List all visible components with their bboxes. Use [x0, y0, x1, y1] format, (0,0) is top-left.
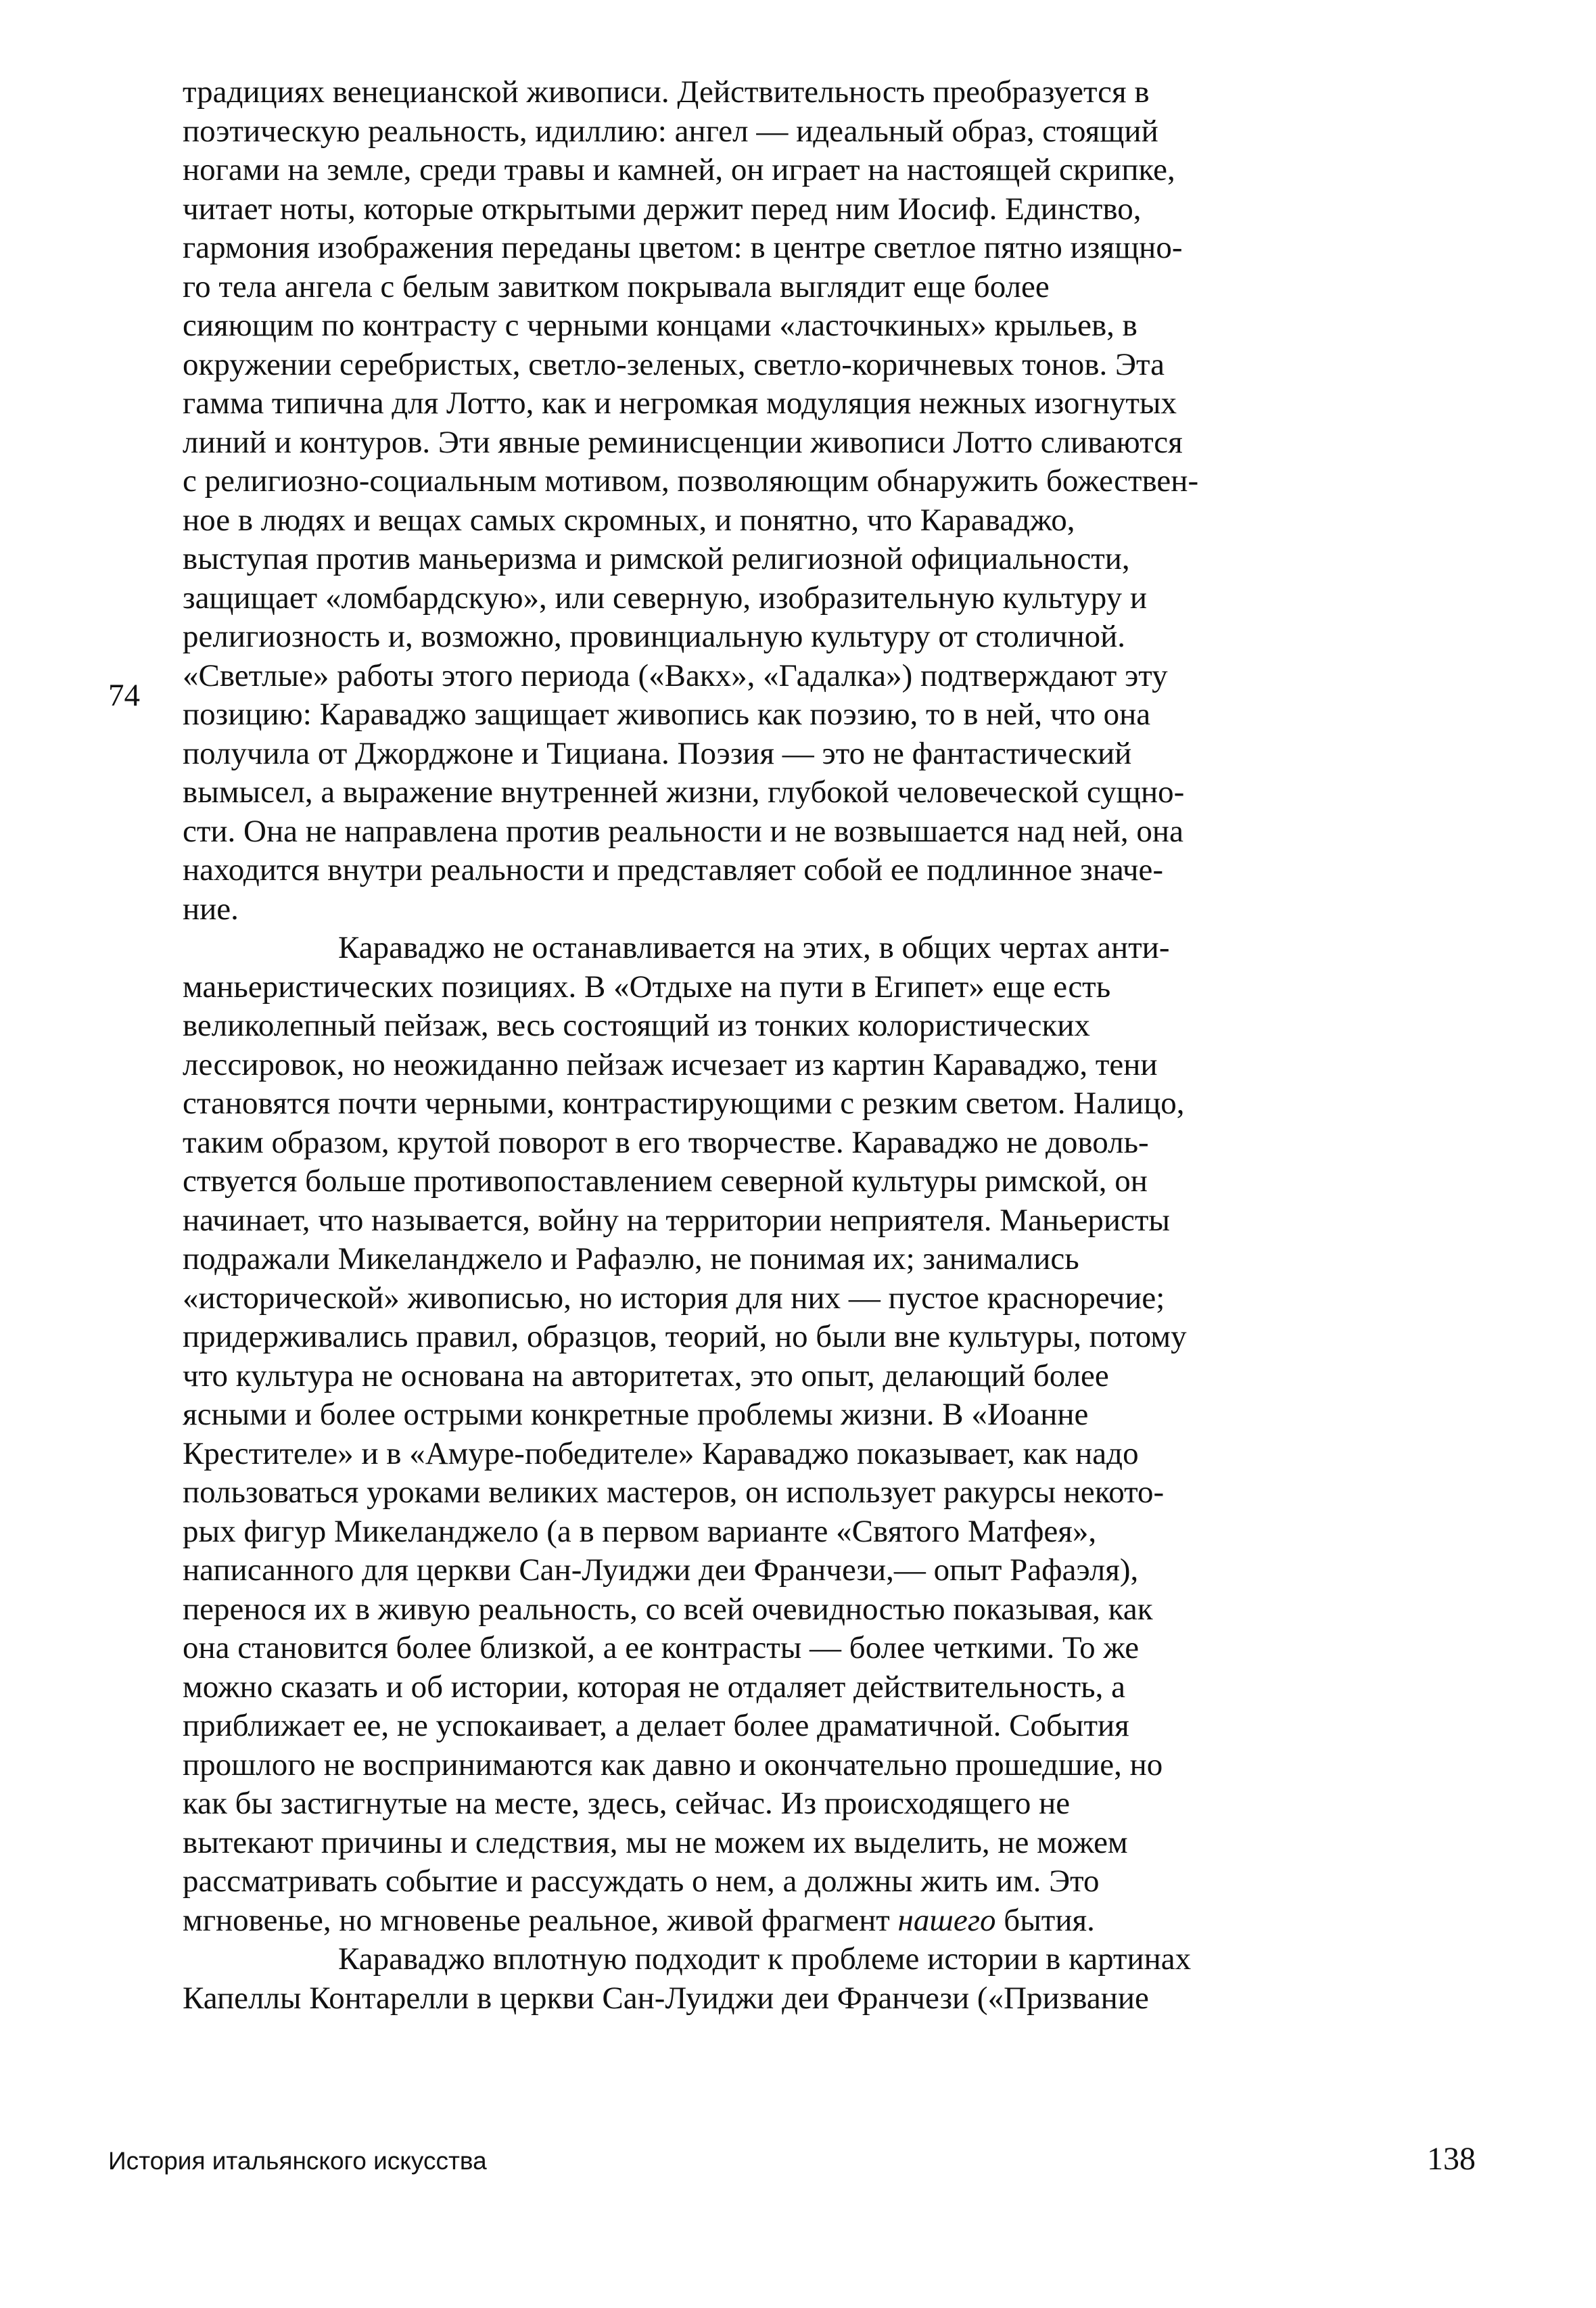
text-line: ное в людях и вещах самых скромных, и понятно, что Караваджо,	[183, 502, 1075, 538]
text-line: можно сказать и об истории, которая не отдаляет действительность, а	[183, 1669, 1125, 1705]
text-line: защищает «ломбардскую», или северную, изобразительную культуру и	[183, 580, 1147, 616]
paragraph-start-line: Караваджо вплотную подходит к проблеме истории в картинах	[338, 1941, 1192, 1977]
text-line: пользоваться уроками великих мастеров, он использует ракурсы некото-	[183, 1475, 1165, 1510]
text-line: поэтическую реальность, идиллию: ангел — идеальный образ, стоящий	[183, 113, 1158, 149]
text-line: таким образом, крутой поворот в его творчестве. Караваджо не доволь-	[183, 1124, 1149, 1160]
text-line: подражали Микеланджело и Рафаэлю, не понимая их; занимались	[183, 1241, 1079, 1276]
text-line: ствуется больше противопоставлением северной культуры римской, он	[183, 1163, 1148, 1199]
text-line: вытекают причины и следствия, мы не можем их выделить, не можем	[183, 1824, 1128, 1860]
text-line: ногами на земле, среди травы и камней, он играет на настоящей скрипке,	[183, 152, 1175, 187]
text-line: гамма типична для Лотто, как и негромкая модуляция нежных изогнутых	[183, 386, 1177, 421]
text-line: она становится более близкой, а ее контрасты — более четкими. То же	[183, 1630, 1140, 1665]
running-footer-title: История итальянского искусства	[108, 2147, 487, 2175]
text-line: ясными и более острыми конкретные проблемы жизни. В «Иоанне	[183, 1397, 1089, 1432]
text-line: великолепный пейзаж, весь состоящий из тонких колористических	[183, 1008, 1090, 1043]
text-line: получила от Джорджоне и Тициана. Поэзия — это не фантастический	[183, 735, 1132, 771]
text-segment: бытия.	[1004, 1902, 1095, 1938]
text-line: позицию: Караваджо защищает живопись как поэзию, то в ней, что она	[183, 697, 1151, 732]
text-line: придерживались правил, образцов, теорий, но были вне культуры, потому	[183, 1319, 1187, 1354]
text-segment: мгновенье, но мгновенье реальное, живой фрагмент	[183, 1902, 890, 1938]
italic-word: нашего	[897, 1902, 996, 1938]
text-line: что культура не основана на авторитетах, это опыт, делающий более	[183, 1358, 1109, 1393]
text-line: выступая против маньеризма и римской религиозной официальности,	[183, 541, 1130, 576]
text-line: маньеристических позициях. В «Отдыхе на пути в Египет» еще есть	[183, 969, 1111, 1005]
text-line: го тела ангела с белым завитком покрывала выглядит еще более	[183, 269, 1050, 304]
text-line: Крестителе» и в «Амуре-победителе» Караваджо показывает, как надо	[183, 1435, 1139, 1471]
page-number: 138	[1427, 2141, 1476, 2177]
text-line: приближает ее, не успокаивает, а делает более драматичной. События	[183, 1708, 1129, 1743]
text-line: сияющим по контрасту с черными концами «ласточкиных» крыльев, в	[183, 308, 1137, 343]
text-line: рых фигур Микеланджело (а в первом варианте «Святого Матфея»,	[183, 1513, 1097, 1549]
text-line: вымысел, а выражение внутренней жизни, глубокой человеческой сущно-	[183, 775, 1185, 810]
text-line: «Светлые» работы этого периода («Вакх», «Гадалка») подтверждают эту	[183, 657, 1168, 693]
paragraph-start-line: Караваджо не останавливается на этих, в общих чертах анти-	[338, 930, 1170, 965]
text-line: ние.	[183, 891, 239, 927]
text-line: сти. Она не направлена против реальности и не возвышается над ней, она	[183, 813, 1183, 849]
text-line: традициях венецианской живописи. Действительность преобразуется в	[183, 74, 1150, 110]
text-line: линий и контуров. Эти явные реминисценции живописи Лотто сливаются	[183, 424, 1183, 460]
text-line: перенося их в живую реальность, со всей очевидностью показывая, как	[183, 1591, 1153, 1627]
text-line: гармония изображения переданы цветом: в центре светлое пятно изящно-	[183, 230, 1183, 265]
text-line: читает ноты, которые открытыми держит перед ним Иосиф. Единство,	[183, 191, 1142, 227]
text-line: как бы застигнутые на месте, здесь, сейчас. Из происходящего не	[183, 1786, 1071, 1821]
text-line: начинает, что называется, войну на территории неприятеля. Маньеристы	[183, 1202, 1171, 1238]
text-line: находится внутри реальности и представляет собой ее подлинное значе-	[183, 852, 1164, 887]
text-line: Капеллы Контарелли в церкви Сан-Луиджи деи Франчези («Призвание	[183, 1980, 1149, 2016]
text-line-with-italic	[183, 1901, 1488, 1941]
text-line: прошлого не воспринимаются как давно и окончательно прошедшие, но	[183, 1747, 1163, 1782]
text-line: окружении серебристых, светло-зеленых, светло-коричневых тонов. Эта	[183, 346, 1165, 382]
text-line: лессировок, но неожиданно пейзаж исчезает из картин Караваджо, тени	[183, 1046, 1158, 1082]
text-line: становятся почти черными, контрастирующими с резким светом. Налицо,	[183, 1086, 1185, 1121]
text-line: с религиозно-социальным мотивом, позволяющим обнаружить божествен-	[183, 463, 1199, 499]
body-text	[183, 73, 1488, 2018]
text-line: религиозность и, возможно, провинциальную культуру от столичной.	[183, 619, 1126, 654]
text-line: «исторической» живописью, но история для них — пустое красноречие;	[183, 1280, 1165, 1316]
text-line: рассматривать событие и рассуждать о нем, а должны жить им. Это	[183, 1864, 1100, 1899]
text-line: написанного для церкви Сан-Луиджи деи Франчези,— опыт Рафаэля),	[183, 1552, 1139, 1588]
margin-illustration-number: 74	[108, 678, 140, 713]
